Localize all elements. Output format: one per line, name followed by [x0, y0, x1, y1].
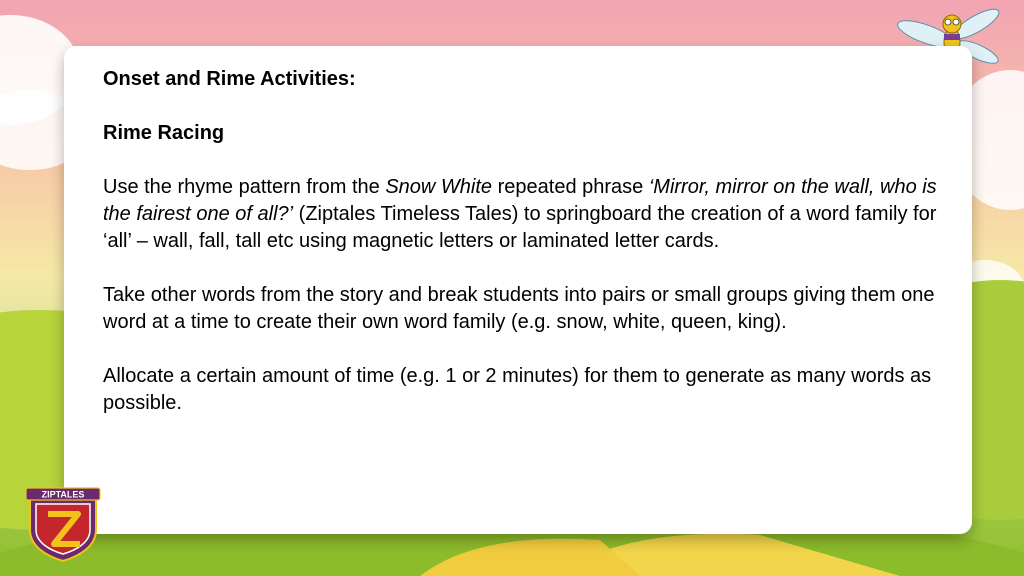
slide-subheading: Rime Racing — [103, 122, 225, 144]
logo-text: ZIPTALES — [41, 489, 85, 500]
paragraph-time-allocation: Allocate a certain amount of time (e.g. 1 or 2 minutes) for them to generate as many words as possible. — [103, 365, 932, 414]
paragraph1-part1: Use the rhyme pattern from the — [103, 176, 386, 198]
story-quote: ‘Mirror, mirror on the wall, who is the fairest one of all?’ — [103, 176, 937, 225]
ziptales-logo — [22, 486, 104, 562]
slide-content — [103, 66, 943, 417]
paragraph-word-family: Take other words from the story and break students into pairs or small groups giving them one word at a time to create their own word family (e.g. snow, white, queen, king). — [103, 284, 935, 333]
slide-heading: Onset and Rime Activities: — [103, 68, 356, 90]
paragraph1-part3: (Ziptales Timeless Tales) to springboard the creation of a word family for ‘all’ – wall, fall, tall etc using magnetic letters or laminated letter cards. — [103, 203, 937, 252]
paragraph1-part2: repeated phrase — [492, 176, 649, 198]
story-title: Snow White — [385, 176, 493, 198]
paragraph-rhyme-pattern — [103, 174, 943, 255]
